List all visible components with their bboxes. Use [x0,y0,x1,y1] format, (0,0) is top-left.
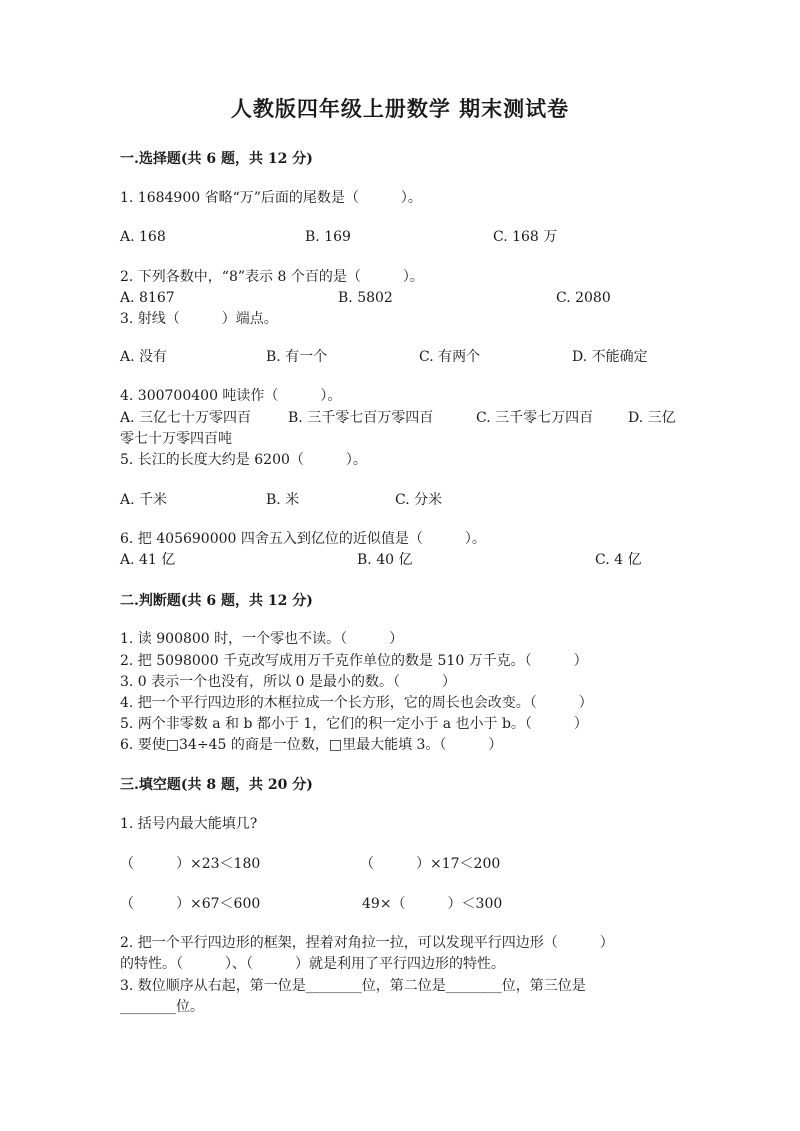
option-c: C. 4 亿 [595,552,642,568]
option-b: B. 5802 [338,290,393,306]
question-stem: 1. 1684900 省略“万”后面的尾数是（ ）。 [120,190,422,206]
question-stem: 3. 数位顺序从右起，第一位是________位，第二位是________位，第三位是 [120,978,586,994]
question-stem: 2. 把一个平行四边形的框架，捏着对角拉一拉，可以发现平行四边形（ ） [120,935,614,951]
judge-item: 5. 两个非零数 a 和 b 都小于 1，它们的积一定小于 a 也小于 b。（ ） [120,716,588,732]
option-b: B. 169 [305,229,351,245]
option-b: B. 40 亿 [357,552,413,568]
question-stem: 5. 长江的长度大约是 6200（ ）。 [120,452,367,468]
judge-item: 6. 要使□34÷45 的商是一位数，□里最大能填 3。（ ） [120,737,503,753]
question-stem: 3. 射线（ ）端点。 [120,311,278,327]
question-stem: 1. 括号内最大能填几? [120,816,258,832]
fill-item: 49×（ ）＜300 [362,896,503,912]
section-heading-judge: 二.判断题(共 6 题，共 12 分) [120,593,313,609]
option-c: C. 三千零七万四百 [476,410,594,426]
option-b: B. 米 [266,492,300,508]
option-b: B. 三千零七百万零四百 [288,410,434,426]
question-stem: 6. 把 405690000 四舍五入到亿位的近似值是（ ）。 [120,531,486,547]
option-c: C. 168 万 [493,229,558,245]
fill-item: （ ）×17＜200 [360,856,501,872]
option-a: A. 千米 [120,492,168,508]
option-c: C. 2080 [556,290,611,306]
option-c: C. 分米 [395,492,443,508]
option-a: A. 168 [120,229,166,245]
section-heading-fill: 三.填空题(共 8 题，共 20 分) [120,777,313,793]
question-stem: 4. 300700400 吨读作（ ）。 [120,388,342,404]
judge-item: 2. 把 5098000 千克改写成用万千克作单位的数是 510 万千克。（ ） [120,653,588,669]
fill-item: （ ）×23＜180 [120,856,261,872]
option-a: A. 三亿七十万零四百 [120,410,252,426]
question-stem: 2. 下列各数中，“8”表示 8 个百的是（ ）。 [120,269,424,285]
option-c: C. 有两个 [419,349,481,365]
option-a: A. 没有 [120,349,168,365]
question-stem-cont: 的特性。（ ）、（ ）就是利用了平行四边形的特性。 [120,956,505,972]
option-d: D. 不能确定 [572,349,648,365]
question-stem-cont: ________位。 [120,999,204,1015]
judge-item: 4. 把一个平行四边形的木框拉成一个长方形，它的周长也会改变。（ ） [120,695,593,711]
option-b: B. 有一个 [266,349,328,365]
page-title: 人教版四年级上册数学 期末测试卷 [230,96,570,121]
option-a: A. 41 亿 [120,552,176,568]
judge-item: 3. 0 表示一个也没有，所以 0 是最小的数。（ ） [120,674,456,690]
section-heading-choice: 一.选择题(共 6 题，共 12 分) [120,151,313,167]
judge-item: 1. 读 900800 时，一个零也不读。（ ） [120,631,404,647]
option-a: A. 8167 [120,290,175,306]
option-wrap: 零七十万零四百吨 [120,431,232,447]
fill-item: （ ）×67＜600 [120,896,261,912]
option-d: D. 三亿 [628,410,676,426]
